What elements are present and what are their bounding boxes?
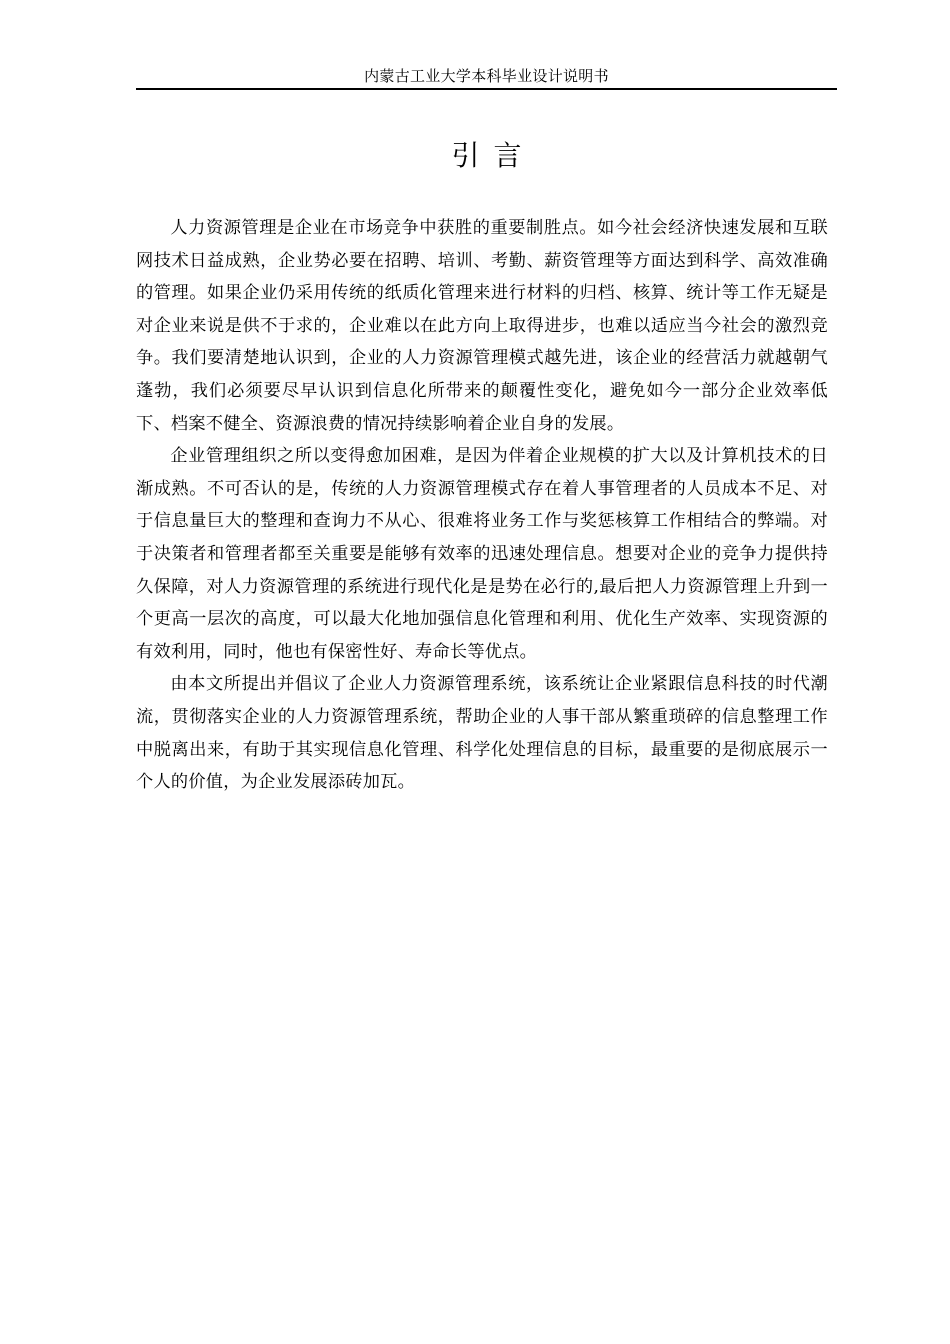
body-paragraph-1: 人力资源管理是企业在市场竞争中获胜的重要制胜点。如今社会经济快速发展和互联网技术日益成熟，企业势必要在招聘、培训、考勤、薪资管理等方面达到科学、高效准确的管理。如果企业仍采用传统的纸质化管理来进行材料的归档、核算、统计等工作无疑是对企业来说是供不于求的，企业难以在此方向上取得进步，也难以适应当今社会的激烈竞争。我们要清楚地认识到，企业的人力资源管理模式越先进，该企业的经营活力就越朝气蓬勃，我们必须要尽早认识到信息化所带来的颠覆性变化，避免如今一部分企业效率低下、档案不健全、资源浪费的情况持续影响着企业自身的发展。 bbox=[136, 218, 828, 434]
body-text bbox=[136, 212, 828, 799]
body-paragraph-3: 由本文所提出并倡议了企业人力资源管理系统，该系统让企业紧跟信息科技的时代潮流，贯彻落实企业的人力资源管理系统，帮助企业的人事干部从繁重琐碎的信息整理工作中脱离出来，有助于其实现信息化管理、科学化处理信息的目标，最重要的是彻底展示一个人的价值，为企业发展添砖加瓦。 bbox=[136, 674, 828, 793]
chapter-title: 引言 bbox=[451, 139, 536, 172]
header-divider bbox=[136, 88, 837, 90]
running-header: 内蒙古工业大学本科毕业设计说明书 bbox=[364, 67, 609, 85]
body-paragraph-2: 企业管理组织之所以变得愈加困难，是因为伴着企业规模的扩大以及计算机技术的日渐成熟。不可否认的是，传统的人力资源管理模式存在着人事管理者的人员成本不足、对于信息量巨大的整理和查询力不从心、很难将业务工作与奖惩核算工作相结合的弊端。对于决策者和管理者都至关重要是能够有效率的迅速处理信息。想要对企业的竞争力提供持久保障，对人力资源管理的系统进行现代化是是势在必行的,最后把人力资源管理上升到一个更高一层次的高度，可以最大化地加强信息化管理和利用、优化生产效率、实现资源的有效利用，同时，他也有保密性好、寿命长等优点。 bbox=[136, 446, 828, 662]
